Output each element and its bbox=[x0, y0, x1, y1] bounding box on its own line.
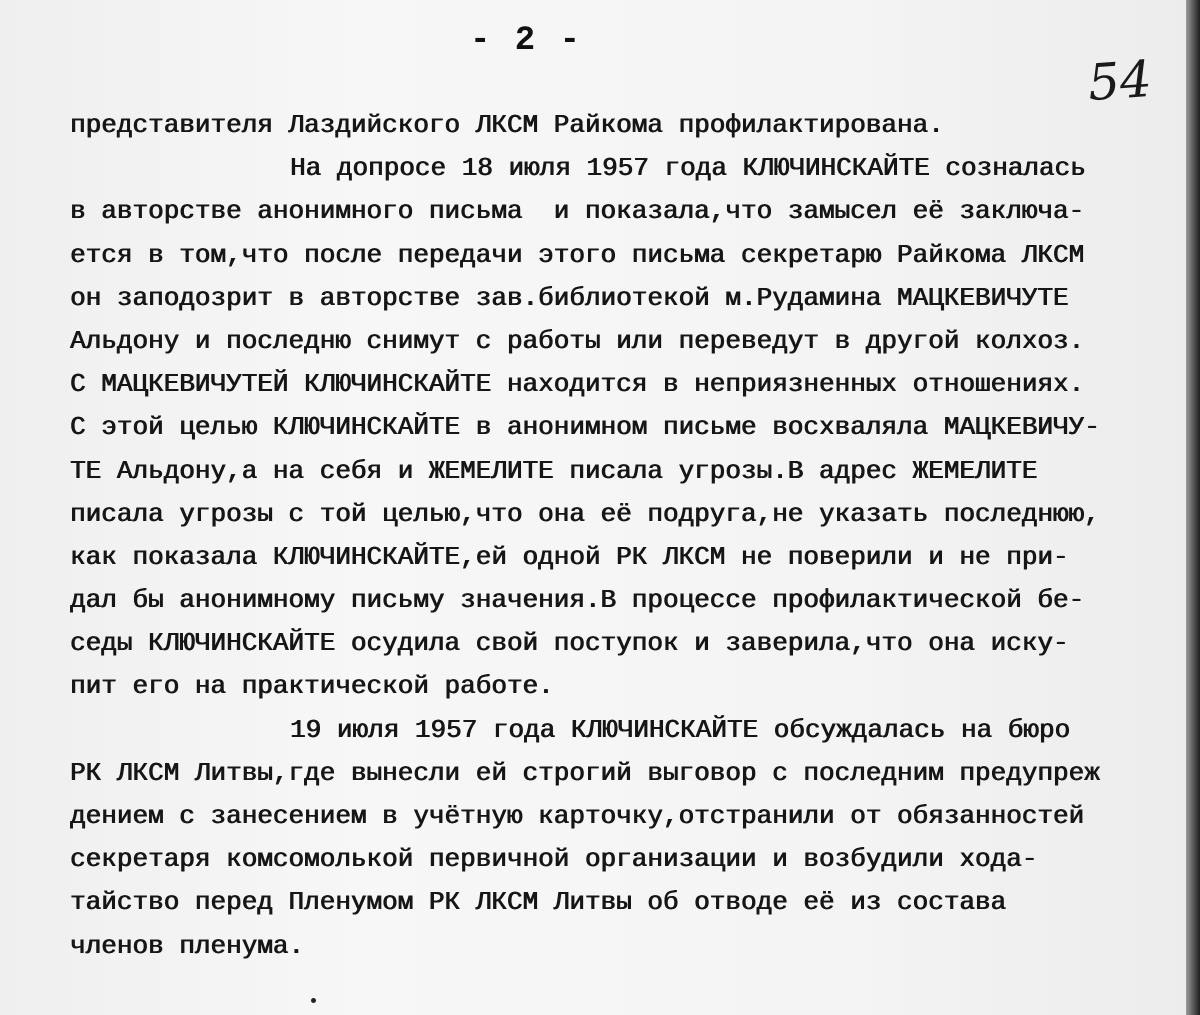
text-line: На допросе 18 июля 1957 года КЛЮЧИНСКАЙТЕ созналась bbox=[290, 153, 1086, 184]
ink-mark bbox=[311, 998, 316, 1003]
text-line: дением с занесением в учётную карточку,отстранили от обязанностей bbox=[70, 801, 1085, 831]
text-line: 19 июля 1957 года КЛЮЧИНСКАЙТЕ обсуждалась на бюро bbox=[290, 714, 1071, 745]
page-number: - 2 - bbox=[470, 22, 583, 60]
text-line: членов пленума. bbox=[70, 930, 305, 961]
text-line: тайство перед Пленумом РК ЛКСМ Литвы об отводе её из состава bbox=[70, 887, 1007, 918]
text-line: представителя Лаздийского ЛКСМ Райкома профилактирована. bbox=[70, 110, 944, 140]
text-line: ТЕ Альдону,а на себя и ЖЕМЕЛИТЕ писала угрозы.В адрес ЖЕМЕЛИТЕ bbox=[70, 455, 1038, 486]
handwritten-folio-number: 54 bbox=[1086, 49, 1154, 113]
typed-text-body bbox=[70, 104, 1180, 968]
text-line: секретаря комсомолькой первичной организации и возбудили хода- bbox=[70, 844, 1038, 875]
text-line: ется в том,что после передачи этого письма секретарю Райкома ЛКСМ bbox=[70, 239, 1085, 270]
text-line: седы КЛЮЧИНСКАЙТЕ осудила свой поступок и заверила,что она иску- bbox=[70, 628, 1069, 659]
text-line: С МАЦКЕВИЧУТЕЙ КЛЮЧИНСКАЙТЕ находится в неприязненных отношениях. bbox=[70, 369, 1085, 400]
text-line: РК ЛКСМ Литвы,где вынесли ей строгий выговор с последним предупреж bbox=[70, 757, 1100, 788]
scan-edge bbox=[1186, 0, 1200, 1015]
text-line: С этой целью КЛЮЧИНСКАЙТЕ в анонимном письме восхваляла МАЦКЕВИЧУ- bbox=[70, 412, 1100, 443]
text-line: как показала КЛЮЧИНСКАЙТЕ,ей одной РК ЛКСМ не поверили и не при- bbox=[70, 541, 1069, 572]
text-line: пит его на практической работе. bbox=[70, 671, 554, 702]
text-line: дал бы анонимному письму значения.В процессе профилактической бе- bbox=[70, 585, 1085, 616]
text-line: в авторстве анонимного письма и показала,что замысел её заключа- bbox=[70, 196, 1085, 227]
text-line: Альдону и последню снимут с работы или переведут в другой колхоз. bbox=[70, 325, 1085, 356]
text-line: он заподозрит в авторстве зав.библиотекой м.Рудамина МАЦКЕВИЧУТЕ bbox=[70, 282, 1069, 313]
text-line: писала угрозы с той целью,что она её подруга,не указать последнюю, bbox=[70, 498, 1100, 529]
